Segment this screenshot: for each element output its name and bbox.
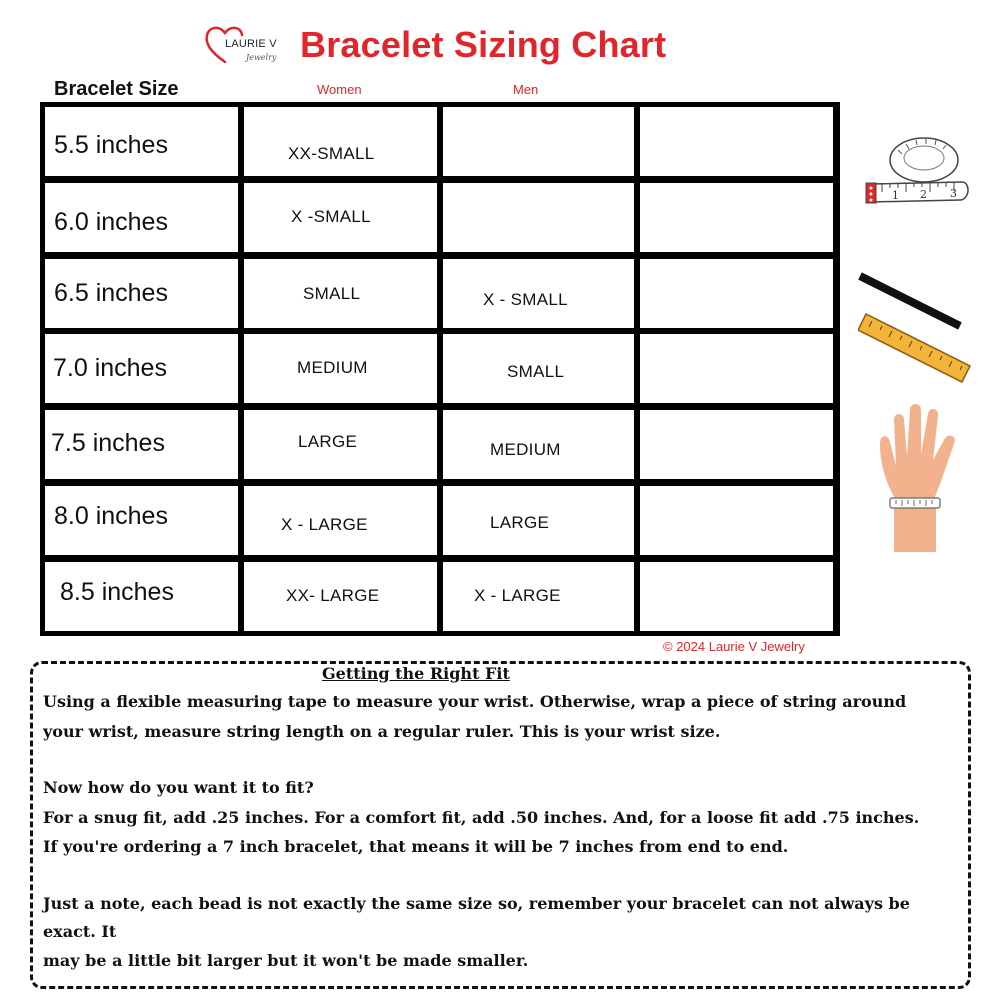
fit-line: may be a little bit larger but it won't be made smaller. xyxy=(43,951,529,970)
fit-title: Getting the Right Fit xyxy=(322,664,510,683)
women-cell: X - LARGE xyxy=(281,515,368,534)
fit-line: Using a flexible measuring tape to measure your wrist. Otherwise, wrap a piece of string around xyxy=(43,692,907,711)
women-cell-box xyxy=(244,259,437,328)
fit-line: If you're ordering a 7 inch bracelet, that means it will be 7 inches from end to end. xyxy=(43,837,789,856)
tape-number: 3 xyxy=(950,187,957,200)
men-cell: X - SMALL xyxy=(483,290,568,309)
women-cell: XX-SMALL xyxy=(288,144,375,163)
extra-cell xyxy=(640,410,833,479)
column-header-men: Men xyxy=(513,82,539,97)
column-header-size: Bracelet Size xyxy=(54,78,179,100)
table-row xyxy=(45,562,238,631)
women-cell-box xyxy=(244,486,437,555)
women-cell: LARGE xyxy=(298,432,358,451)
brand-sub: Jewelry xyxy=(246,53,277,62)
extra-cell xyxy=(640,562,833,631)
size-cell: 7.0 inches xyxy=(53,354,167,382)
men-cell: LARGE xyxy=(490,513,550,532)
size-cell: 7.5 inches xyxy=(51,429,165,457)
fit-line: For a snug fit, add .25 inches. For a comfort fit, add .50 inches. And, for a loose fit add .75 inches. xyxy=(43,808,920,827)
women-cell: SMALL xyxy=(303,284,361,303)
size-cell: 8.5 inches xyxy=(60,578,174,606)
fit-line: Now how do you want it to fit? xyxy=(43,778,314,797)
fit-line: Just a note, each bead is not exactly the same size so, remember your bracelet can not always be xyxy=(43,894,910,913)
size-cell: 8.0 inches xyxy=(54,502,168,530)
tape-number: 1 xyxy=(892,189,899,202)
table-row xyxy=(45,259,238,328)
extra-cell xyxy=(640,259,833,328)
extra-cell xyxy=(640,334,833,403)
copyright: © 2024 Laurie V Jewelry xyxy=(663,639,805,654)
table-row xyxy=(45,486,238,555)
men-cell-box xyxy=(443,259,634,328)
women-cell: MEDIUM xyxy=(297,358,368,377)
extra-cell xyxy=(640,183,833,252)
table-row xyxy=(45,107,238,176)
women-cell-box xyxy=(244,107,437,176)
size-cell: 6.0 inches xyxy=(54,208,168,236)
women-cell-box xyxy=(244,183,437,252)
men-cell-box xyxy=(443,183,634,252)
table-row xyxy=(45,334,238,403)
hand-with-bracelet-icon xyxy=(876,404,968,554)
men-cell-box xyxy=(443,562,634,631)
women-cell-box xyxy=(244,334,437,403)
men-cell: X - LARGE xyxy=(474,586,561,605)
extra-cell xyxy=(640,107,833,176)
table-row xyxy=(45,410,238,479)
brand-name: LAURIE V xyxy=(225,38,277,50)
extra-cell xyxy=(640,486,833,555)
size-cell: 5.5 inches xyxy=(54,131,168,159)
men-cell-box xyxy=(443,486,634,555)
fit-line: exact. It xyxy=(43,922,117,941)
women-cell-box xyxy=(244,410,437,479)
fit-line: your wrist, measure string length on a regular ruler. This is your wrist size. xyxy=(43,722,721,741)
women-cell-box xyxy=(244,562,437,631)
ruler-icon xyxy=(858,310,974,388)
measuring-tape-icon xyxy=(862,126,974,216)
page-title: Bracelet Sizing Chart xyxy=(300,24,667,65)
column-header-women: Women xyxy=(317,82,362,97)
tape-number: 2 xyxy=(920,188,927,201)
size-table xyxy=(40,102,840,636)
size-cell: 6.5 inches xyxy=(54,279,168,307)
women-cell: X -SMALL xyxy=(291,207,371,226)
women-cell: XX- LARGE xyxy=(286,586,380,605)
table-row xyxy=(45,183,238,252)
men-cell-box xyxy=(443,107,634,176)
men-cell-box xyxy=(443,410,634,479)
men-cell: MEDIUM xyxy=(490,440,561,459)
men-cell-box xyxy=(443,334,634,403)
men-cell: SMALL xyxy=(507,362,565,381)
